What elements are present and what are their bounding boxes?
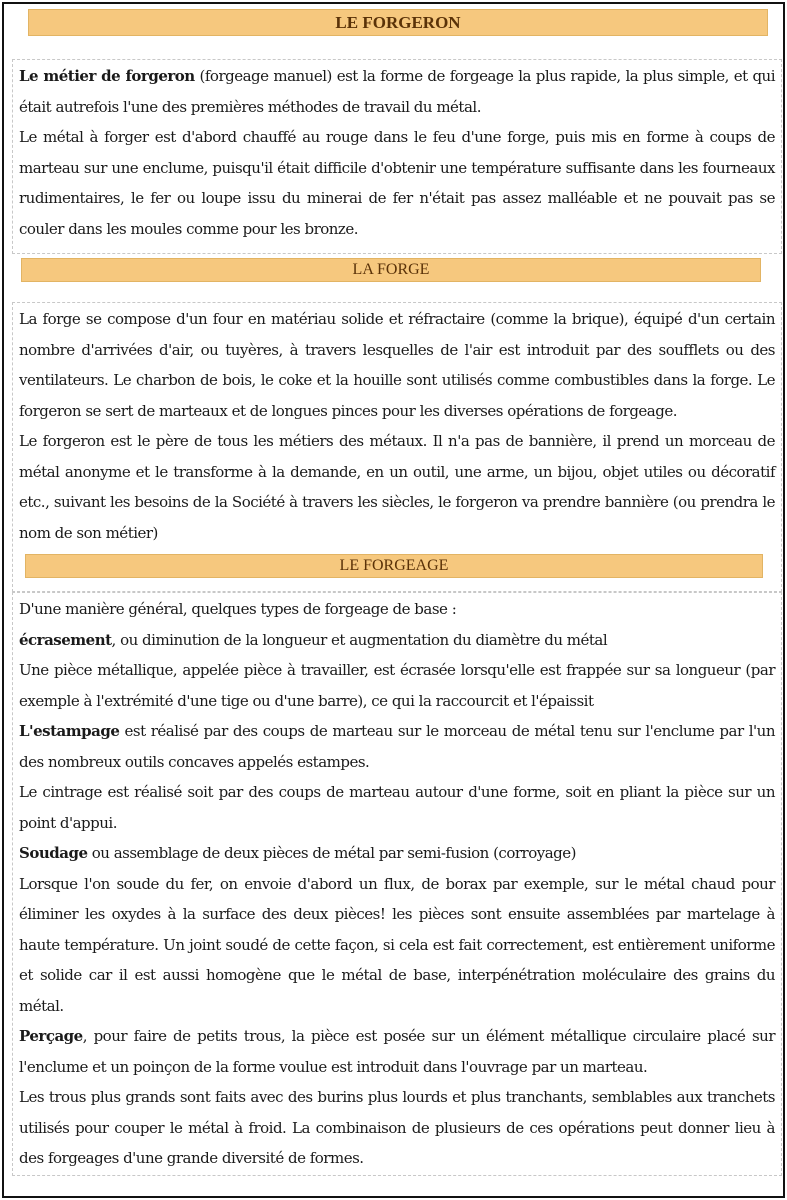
percage-text: , pour faire de petits trous, la pièce est posée sur un élément métallique circulaire placé sur l'enclume et un poinçon de la forme voulue est introduit dans l'ouvrage par un marteau. (19, 1027, 775, 1076)
soudage-bold-term: Soudage (19, 844, 88, 862)
intro-paragraph-2: Le métal à forger est d'abord chauffé au rouge dans le feu d'une forge, puis mis en forme à coups de marteau sur une enclume, puisqu'il était difficile d'obtenir une température suffisante dans les fourneaux rudimentaires, le fer ou loupe issu du minerai de fer n'était pas assez malléable et ne pouvait pas se couler dans les moules comme pour les bronze. (19, 128, 775, 238)
cintrage-paragraph: Le cintrage est réalisé soit par des coups de marteau autour d'une forme, soit en pliant la pièce sur un point d'appui. (19, 783, 775, 832)
forgeage-intro: D'une manière général, quelques types de forgeage de base : (19, 600, 457, 618)
forge-paragraph-2: Le forgeron est le père de tous les métiers des métaux. Il n'a pas de bannière, il prend un morceau de métal anonyme et le transforme à la demande, en un outil, une arme, un bijou, objet utiles ou décoratif etc., suivant les besoins de la Société à travers les siècles, le forgeron va prendre bannière (ou prendra le nom de son métier) (19, 432, 775, 542)
estampage-text: est réalisé par des coups de marteau sur le morceau de métal tenu sur l'enclume par l'un des nombreux outils concaves appelés estampes. (19, 722, 775, 771)
percage-bold-term: Perçage (19, 1027, 83, 1045)
forge-paragraph-1: La forge se compose d'un four en matériau solide et réfractaire (comme la brique), équipé d'un certain nombre d'arrivées d'air, ou tuyères, à travers lesquelles de l'air est introduit par des soufflets ou des ventilateurs. Le charbon de bois, le coke et la houille sont utilisés comme combustibles dans la forge. Le forgeron se sert de marteaux et de longues pinces pour les diverses opérations de forgeage. (19, 310, 775, 420)
intro-paragraph-1 (19, 61, 775, 122)
forgeage-banner (25, 554, 763, 578)
forgeage-title: LE FORGEAGE (339, 557, 449, 574)
title-banner (28, 9, 768, 36)
forge-section (12, 302, 782, 592)
percage-description: Les trous plus grands sont faits avec des burins plus lourds et plus tranchants, semblables aux tranchets utilisés pour couper le métal à froid. La combinaison de plusieurs de ces opérations peut donner lieu à des forgeages d'une grande diversité de formes. (19, 1088, 775, 1167)
ecrasement-description: Une pièce métallique, appelée pièce à travailler, est écrasée lorsqu'elle est frappée sur sa longueur (par exemple à l'extrémité d'une tige ou d'une barre), ce qui la raccourcit et l'épaissit (19, 661, 775, 710)
percage-paragraph (19, 1021, 775, 1082)
ecrasement-heading (19, 625, 775, 656)
soudage-heading (19, 838, 775, 869)
forge-title: LA FORGE (352, 261, 430, 278)
soudage-heading-text: ou assemblage de deux pièces de métal par semi-fusion (corroyage) (87, 844, 576, 862)
soudage-description: Lorsque l'on soude du fer, on envoie d'abord un flux, de borax par exemple, sur le métal chaud pour éliminer les oxydes à la surface des deux pièces! les pièces sont ensuite assemblées par martelage à haute température. Un joint soudé de cette façon, si cela est fait correctement, est entièrement uniforme et solide car il est aussi homogène que le métal de base, interpénétration moléculaire des grains du métal. (19, 874, 775, 1015)
estampage-bold-term: L'estampage (19, 722, 120, 740)
intro-bold-term: Le métier de forgeron (19, 67, 195, 85)
document-page (2, 2, 785, 1198)
page-title: LE FORGERON (335, 12, 461, 32)
intro-text-1: (forgeage manuel) est la forme de forgeage la plus rapide, la plus simple, et qui était autrefois l'une des premières méthodes de travail du métal. (19, 67, 776, 116)
forge-banner (21, 258, 761, 282)
estampage-paragraph (19, 716, 775, 777)
ecrasement-bold-term: écrasement (19, 630, 112, 649)
intro-section (12, 59, 782, 254)
forgeage-section (12, 592, 782, 1176)
ecrasement-heading-text: , ou diminution de la longueur et augmentation du diamètre du métal (111, 630, 608, 649)
